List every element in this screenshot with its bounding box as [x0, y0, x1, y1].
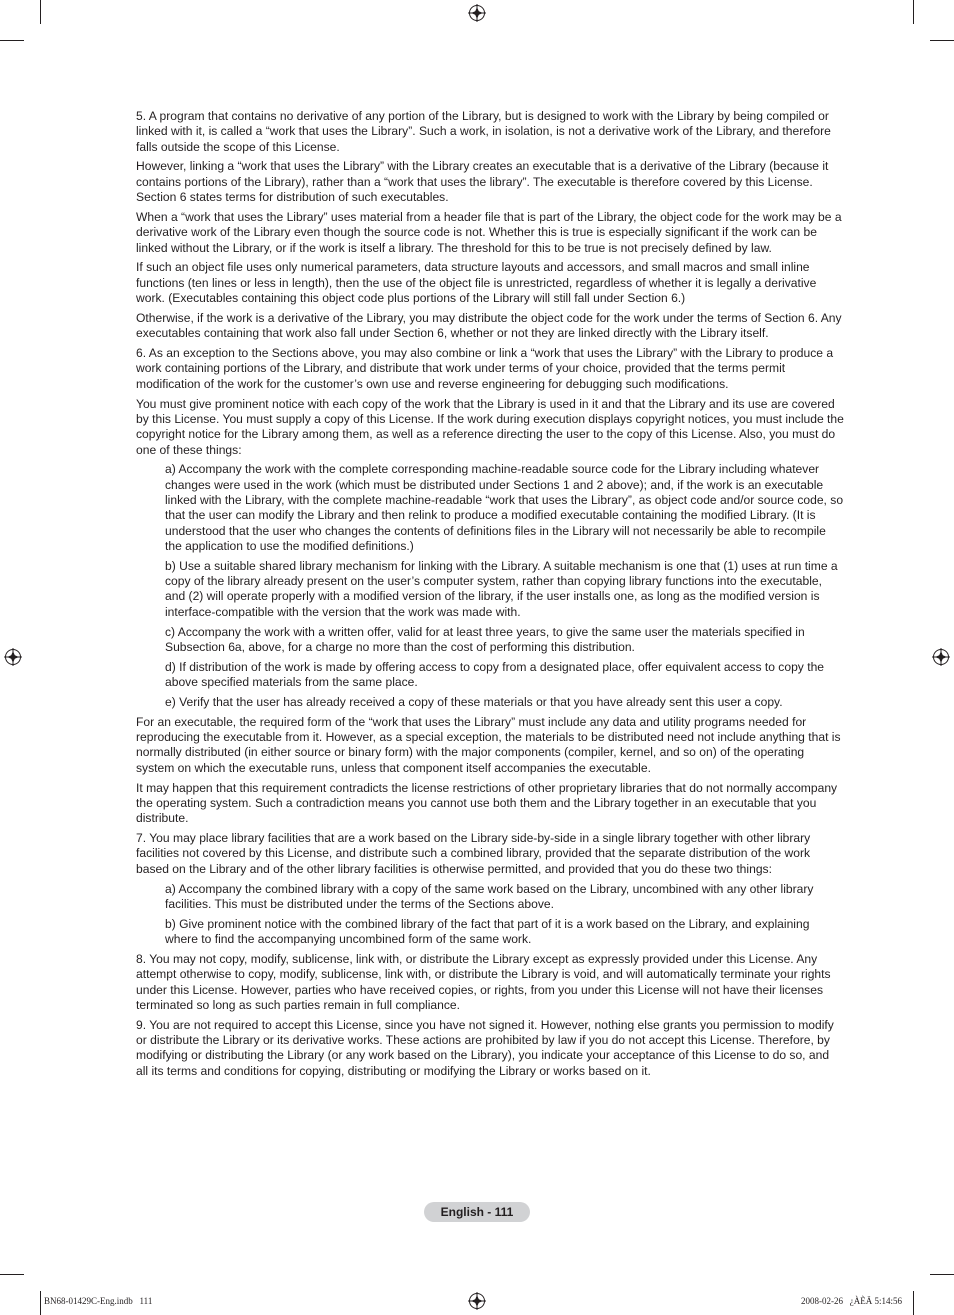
- paragraph: You must give prominent notice with each copy of the work that the Library is used in it and that the Library and its use are covered by this License. You must supply a copy of this License. If the work during execution displays copyright notices, you must include the copyright notice for the Library among them, as well as a reference directing the user to the copy of this License. Also, you must do one of these things:: [136, 396, 844, 457]
- list-item-7a: a) Accompany the combined library with a copy of the same work based on the Library, uncombined with any other library facilities. This must be distributed under the terms of the Sections above.: [165, 881, 814, 911]
- registration-mark-icon: [468, 1292, 486, 1310]
- paragraph-section-5: 5. A program that contains no derivative of any portion of the Library, but is designed to work with the Library by being compiled or linked with it, is called a “work that uses the Library”. Such a work, in isolation, is not a derivative work of the Library, and therefore falls outside the scope of this License.: [136, 109, 831, 154]
- registration-mark-icon: [468, 4, 486, 22]
- paragraph: When a “work that uses the Library” uses material from a header file that is part of the Library, the object code for the work may be a derivative work of the Library even though the source code is not. Whether this is true is especially significant if the work can be linked without the Library, or if the work is itself a library. The threshold for this to be true is not precisely defined by law.: [136, 209, 842, 255]
- paragraph: Otherwise, if the work is a derivative of the Library, you may distribute the object code for the work under the terms of Section 6. Any executables containing that work also fall under Section 6, whether or not they are linked directly with the Library itself.: [136, 310, 842, 341]
- registration-mark-icon: [932, 648, 950, 666]
- crop-mark-top-left-vertical: [40, 0, 41, 24]
- list-item-6b: b) Use a suitable shared library mechanism for linking with the Library. A suitable mechanism is one that (1) uses at run time a copy of the library already present on the user’s computer system, rather than copying library functions into the executable, and (2) will operate properly with a modified version of the library, if the user installs one, as long as the modified version is interface-compatible with the version that the work was made with.: [165, 558, 838, 619]
- paragraph-section-6: 6. As an exception to the Sections above, you may also combine or link a “work that uses the Library” with the Library to produce a work containing portions of the Library, and distribute that work under terms of your choice, provided that the terms permit modification of the work for the customer’s own use and reverse engineering for debugging such modifications.: [136, 346, 834, 391]
- paragraph-section-8: 8. You may not copy, modify, sublicense, link with, or distribute the Library except as expressly provided under this License. Any attempt otherwise to copy, modify, sublicense, link with, or distribute the Library is void, and will automatically terminate your rights under this License. However, parties who have received copies, or rights, from you under this License will not have their licenses terminated so long as such parties remain in full compliance.: [136, 951, 831, 1012]
- registration-mark-icon: [4, 648, 22, 666]
- license-text-body: [136, 109, 844, 1084]
- footer-timestamp: 2008-02-26 ¿ÀÈÄ 5:14:56: [801, 1296, 902, 1306]
- paragraph-section-7: 7. You may place library facilities that are a work based on the Library side-by-side in a single library together with other library facilities not covered by this License, and distribute such a combined library, provided that the separate distribution of the work based on the Library and of the other library facilities is otherwise permitted, and provided that you do these two things:: [136, 831, 811, 876]
- list-item-6e: e) Verify that the user has already received a copy of these materials or that you have already sent this user a copy.: [165, 694, 783, 709]
- crop-mark-top-right-vertical: [913, 0, 914, 24]
- crop-mark-bottom-left-horizontal: [0, 1274, 24, 1275]
- crop-mark-bottom-left-vertical: [40, 1291, 41, 1315]
- list-item-6c: c) Accompany the work with a written offer, valid for at least three years, to give the same user the materials specified in Subsection 6a, above, for a charge no more than the cost of performing this distribution.: [165, 624, 805, 654]
- footer-file-info: BN68-01429C-Eng.indb 111: [44, 1296, 153, 1306]
- paragraph: It may happen that this requirement contradicts the license restrictions of other proprietary libraries that do not normally accompany the operating system. Such a contradiction means you cannot use both them and the Library together in an executable that you distribute.: [136, 780, 838, 826]
- list-item-6d: d) If distribution of the work is made by offering access to copy from a designated place, offer equivalent access to copy the above specified materials from the same place.: [165, 659, 825, 690]
- paragraph: However, linking a “work that uses the Library” with the Library creates an executable that is a derivative of the Library (because it contains portions of the Library), rather than a “work that uses the library”. The executable is therefore covered by this License. Section 6 states terms for distribution of such executables.: [136, 159, 829, 205]
- crop-mark-top-right-horizontal: [930, 40, 954, 41]
- paragraph: If such an object file uses only numerical parameters, data structure layouts and accessors, and small macros and small inline functions (ten lines or less in length), then the use of the object file is unrestricted, regardless of whether it is legally a derivative work. (Executables containing this object code plus portions of the Library will still fall under Section 6.): [136, 260, 817, 306]
- paragraph: For an executable, the required form of the “work that uses the Library” must include any data and utility programs needed for reproducing the executable from it. However, as a special exception, the materials to be distributed need not include anything that is normally distributed (in either source or binary form) with the major components (compiler, kernel, and so on) of the operating system on which the executable runs, unless that component itself accompanies the executable.: [136, 714, 841, 775]
- crop-mark-bottom-right-vertical: [913, 1291, 914, 1315]
- crop-mark-top-left-horizontal: [0, 40, 24, 41]
- paragraph-section-9: 9. You are not required to accept this License, since you have not signed it. However, nothing else grants you permission to modify or distribute the Library or its derivative works. These actions are prohibited by law if you do not accept this License. Therefore, by modifying or distributing the Library (or any work based on the Library), you indicate your acceptance of this License to do so, and all its terms and conditions for copying, distributing or modifying the Library or works based on it.: [136, 1017, 834, 1078]
- list-item-7b: b) Give prominent notice with the combined library of the fact that part of it is a work based on the Library, and explaining where to find the accompanying uncombined form of the same work.: [165, 916, 810, 947]
- crop-mark-bottom-right-horizontal: [930, 1274, 954, 1275]
- page-number-badge: English - 111: [424, 1202, 530, 1222]
- list-item-6a: a) Accompany the work with the complete corresponding machine-readable source code for the Library including whatever changes were used in the work (which must be distributed under Sections 1 and 2 above); and, if the work is an executable linked with the Library, with the complete machine-readable “work that uses the Library”, as object code and/or source code, so that the user can modify the Library and then relink to produce a modified executable containing the modified Library. (It is understood that the user who changes the contents of definitions files in the Library will not necessarily be able to recompile the application to use the modified definitions.): [165, 462, 844, 553]
